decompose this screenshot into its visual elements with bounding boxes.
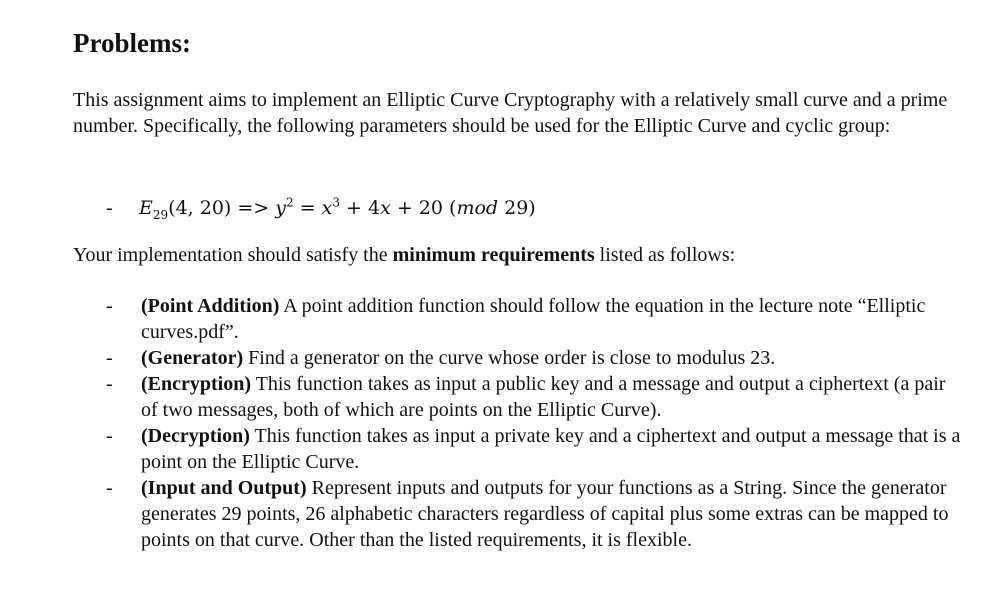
requirement-text: (Point Addition) A point addition function should follow the equation in the lecture note “Elliptic curves.pdf”. bbox=[141, 295, 926, 343]
list-bullet: - bbox=[106, 425, 113, 447]
list-bullet: - bbox=[106, 197, 113, 220]
list-bullet: - bbox=[106, 373, 113, 395]
requirement-point-addition bbox=[73, 293, 963, 345]
list-bullet: - bbox=[106, 477, 113, 499]
curve-equation-item bbox=[73, 190, 536, 228]
requirement-text: (Generator) Find a generator on the curve whose order is close to modulus 23. bbox=[141, 347, 776, 369]
requirement-input-output bbox=[73, 475, 963, 553]
requirement-decryption bbox=[73, 423, 963, 475]
intro-paragraph: This assignment aims to implement an Elliptic Curve Cryptography with a relatively small curve and a prime number. Specifically, the following parameters should be used for the Elliptic Curve and cyclic group: bbox=[73, 89, 948, 137]
requirement-text: (Encryption) This function takes as input a public key and a message and output a ciphertext (a pair of two messages, both of which are points on the Elliptic Curve). bbox=[141, 373, 946, 421]
requirement-text: (Input and Output) Represent inputs and outputs for your functions as a String. Since the generator generates 29 points, 26 alphabetic characters regardless of capital plus some extras can be mapped to points on that curve. Other than the listed requirements, it is flexible. bbox=[141, 477, 949, 551]
page-heading: Problems: bbox=[73, 28, 191, 58]
requirements-list bbox=[73, 293, 963, 553]
requirements-intro: Your implementation should satisfy the minimum requirements listed as follows: bbox=[73, 244, 736, 266]
requirement-text: (Decryption) This function takes as input a private key and a ciphertext and output a message that is a point on the Elliptic Curve. bbox=[141, 425, 961, 473]
curve-equation: $E_{29}(4$, $20) => y^2 = x^3 + 4x + 20$ (mod 29) bbox=[139, 196, 536, 223]
list-bullet: - bbox=[106, 347, 113, 369]
list-bullet: - bbox=[106, 295, 113, 317]
requirement-generator bbox=[73, 345, 963, 371]
requirement-encryption bbox=[73, 371, 963, 423]
